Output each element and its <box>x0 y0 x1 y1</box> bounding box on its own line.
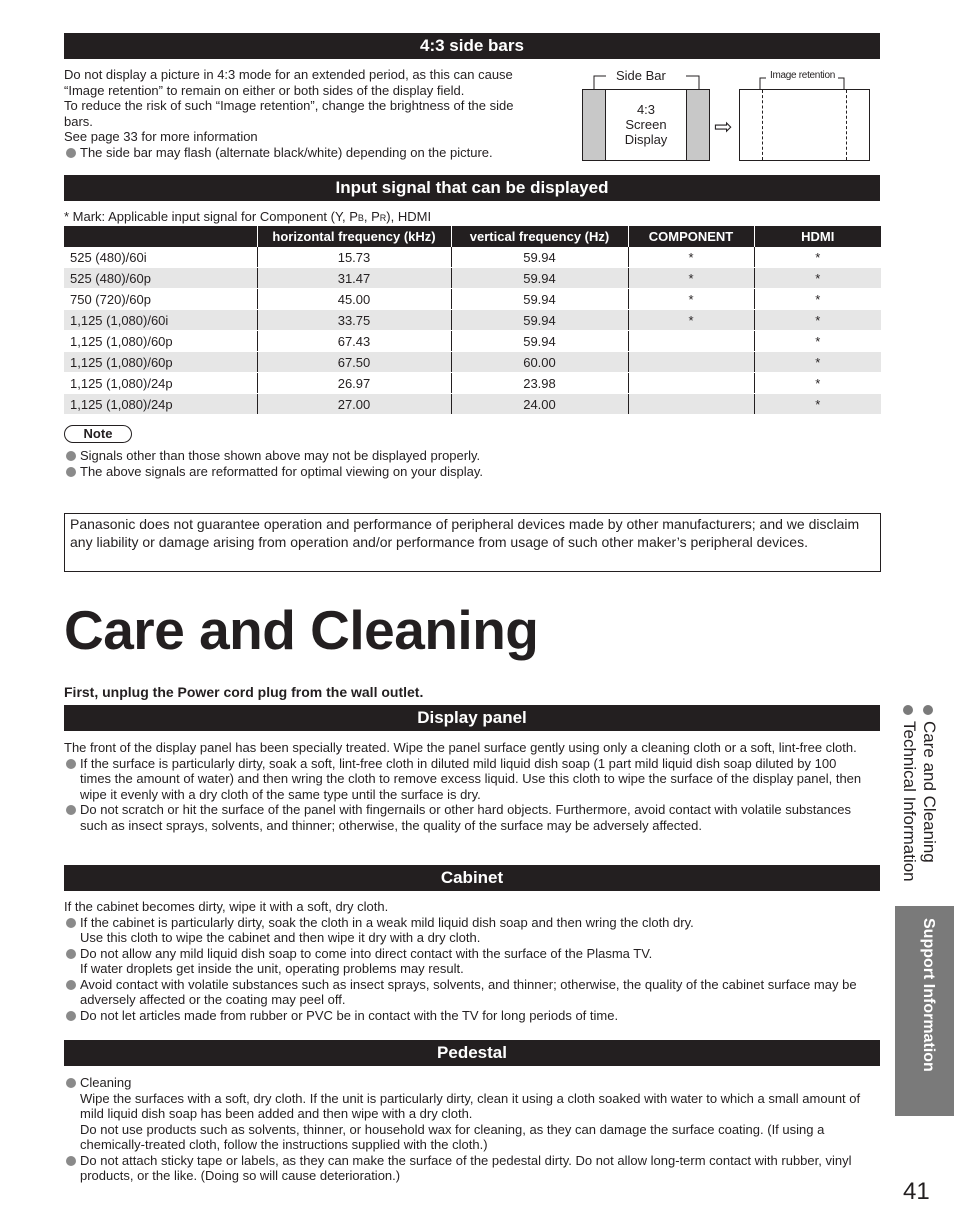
table-cell: 26.97 <box>257 373 451 394</box>
table-row <box>64 373 881 394</box>
side-bars-text <box>64 67 564 160</box>
table-cell: * <box>754 373 881 394</box>
disclaimer-box: Panasonic does not guarantee operation and performance of peripheral devices made by other manufacturers; and we disclaim any liability or damage arising from operation and/or performance from usage of such other maker’s peripheral devices. <box>64 513 881 572</box>
tv-screen-image-retention <box>739 89 870 161</box>
page-number: 41 <box>903 1178 930 1205</box>
mark-note: * Mark: Applicable input signal for Component (Y, PB, PR), HDMI <box>64 209 432 224</box>
table-cell: * <box>628 247 754 268</box>
table-cell: * <box>754 247 881 268</box>
table-cell: * <box>754 268 881 289</box>
unplug-instruction: First, unplug the Power cord plug from the wall outlet. <box>64 684 424 700</box>
screen-label: 4:3 Screen Display <box>624 102 668 147</box>
table-cell: 67.50 <box>257 352 451 373</box>
side-bars-para1b: “Image retention” to remain on either or both sides of the display field. <box>64 82 465 98</box>
table-cell: 59.94 <box>451 268 628 289</box>
sidebar-tab-support[interactable] <box>895 906 954 1116</box>
table-cell: 59.94 <box>451 310 628 331</box>
table-row <box>64 310 881 331</box>
cabinet-intro: If the cabinet becomes dirty, wipe it with a soft, dry cloth. <box>64 899 389 914</box>
note-item: Signals other than those shown above may not be displayed properly. <box>64 448 483 464</box>
table-cell: * <box>754 331 881 352</box>
cabinet-bullet: If the cabinet is particularly dirty, soak the cloth in a weak mild liquid dish soap and then wring the cloth dry. <box>64 915 884 931</box>
table-cell: 1,125 (1,080)/60i <box>64 310 257 331</box>
table-cell: 15.73 <box>257 247 451 268</box>
table-header <box>64 226 257 247</box>
input-signal-table <box>64 226 881 415</box>
pedestal-para: Do not use products such as solvents, thinner, or household wax for cleaning, as they can damage the surface coating. (If using a chemically-treated cloth, follow the instructions supplied with the cloth.) <box>80 1121 825 1152</box>
bullet-icon <box>923 705 933 715</box>
note-item: The above signals are reformatted for optimal viewing on your display. <box>64 464 483 480</box>
section-heading-display-panel: Display panel <box>64 705 880 731</box>
table-cell: 1,125 (1,080)/60p <box>64 331 257 352</box>
table-row <box>64 394 881 415</box>
table-cell: 59.94 <box>451 289 628 310</box>
display-panel-text <box>64 740 869 833</box>
table-cell: 525 (480)/60i <box>64 247 257 268</box>
section-heading-side-bars: 4:3 side bars <box>64 33 880 59</box>
display-panel-intro: The front of the display panel has been specially treated. Wipe the panel surface gently using only a cleaning cloth or a soft, lint-free cloth. <box>64 740 857 755</box>
sidebar-item-technical[interactable]: Technical Information <box>899 705 919 900</box>
table-cell: * <box>628 310 754 331</box>
section-heading-input-signal: Input signal that can be displayed <box>64 175 880 201</box>
table-cell: * <box>628 289 754 310</box>
arrow-right-icon: ⇨ <box>714 114 733 139</box>
table-header: COMPONENT <box>628 226 754 247</box>
side-bar-label: Side Bar <box>616 68 666 83</box>
table-cell: 31.47 <box>257 268 451 289</box>
table-row <box>64 247 881 268</box>
table-header-row <box>64 226 881 247</box>
table-cell: 45.00 <box>257 289 451 310</box>
table-cell: 60.00 <box>451 352 628 373</box>
side-bars-para2b: bars. <box>64 113 93 129</box>
sidebar-item-care-cleaning[interactable]: Care and Cleaning <box>919 705 939 900</box>
table-cell: 24.00 <box>451 394 628 415</box>
pedestal-text <box>64 1075 869 1184</box>
table-cell: 525 (480)/60p <box>64 268 257 289</box>
notes-list <box>64 448 483 479</box>
side-bars-bullet: The side bar may flash (alternate black/white) depending on the picture. <box>64 145 564 161</box>
display-panel-bullet: If the surface is particularly dirty, soak a soft, lint-free cloth in diluted mild liquid dish soap (1 part mild liquid dish soap diluted by 100 times the amount of water) and then wring the cloth to remove excess liquid. Use this cloth to wipe the surface of the display panel, then wipe it evenly with a dry cloth of the same type until the surface is dry. <box>64 756 869 803</box>
table-cell: 67.43 <box>257 331 451 352</box>
table-row <box>64 268 881 289</box>
retention-line-left <box>762 90 763 160</box>
table-row <box>64 331 881 352</box>
table-row <box>64 289 881 310</box>
table-cell: 1,125 (1,080)/24p <box>64 394 257 415</box>
image-retention-label: Image retention <box>770 70 835 81</box>
table-cell: 59.94 <box>451 331 628 352</box>
note-label: Note <box>64 425 132 443</box>
table-header: HDMI <box>754 226 881 247</box>
table-row <box>64 352 881 373</box>
pedestal-bullet: Cleaning <box>64 1075 869 1091</box>
table-cell: * <box>754 352 881 373</box>
page-title: Care and Cleaning <box>64 599 539 661</box>
table-cell: 33.75 <box>257 310 451 331</box>
cabinet-text <box>64 899 884 1023</box>
table-cell: * <box>628 268 754 289</box>
table-header: horizontal frequency (kHz) <box>257 226 451 247</box>
sidebar-tab-label: Support Information <box>920 918 937 1072</box>
cabinet-bullet-cont: If water droplets get inside the unit, operating problems may result. <box>80 961 464 976</box>
table-cell <box>628 394 754 415</box>
retention-line-right <box>846 90 847 160</box>
table-cell: 1,125 (1,080)/60p <box>64 352 257 373</box>
table-cell: * <box>754 289 881 310</box>
cabinet-bullet-cont: Use this cloth to wipe the cabinet and then wipe it dry with a dry cloth. <box>80 930 481 945</box>
right-side-bar <box>686 90 709 160</box>
table-header: vertical frequency (Hz) <box>451 226 628 247</box>
section-heading-cabinet: Cabinet <box>64 865 880 891</box>
table-cell: 1,125 (1,080)/24p <box>64 373 257 394</box>
pedestal-para: Wipe the surfaces with a soft, dry cloth. If the unit is particularly dirty, clean it using a cloth soaked with water to which a small amount of mild liquid dish soap has been added and then wipe with a dry cloth. <box>80 1090 861 1121</box>
pedestal-bullet: Do not attach sticky tape or labels, as they can make the surface of the pedestal dirty. Do not allow long-term contact with rubber, vinyl products, or the like. (Doing so will cause deterioration.) <box>64 1153 869 1184</box>
table-cell: 23.98 <box>451 373 628 394</box>
section-heading-pedestal: Pedestal <box>64 1040 880 1066</box>
table-cell: * <box>754 310 881 331</box>
display-panel-bullet: Do not scratch or hit the surface of the panel with fingernails or other hard objects. Furthermore, avoid contact with volatile substances such as insect sprays, solvents, and thinner; otherwise, the quality of the surface may be adversely affected. <box>64 802 869 833</box>
cabinet-bullet: Avoid contact with volatile substances such as insect sprays, solvents, and thinner; otherwise, the quality of the cabinet surface may be adversely affected or the coating may peel off. <box>64 977 884 1008</box>
table-cell: 59.94 <box>451 247 628 268</box>
side-bars-para1: Do not display a picture in 4:3 mode for an extended period, as this can cause <box>64 67 513 82</box>
cabinet-bullet: Do not allow any mild liquid dish soap to come into direct contact with the surface of the Plasma TV. <box>64 946 884 962</box>
tv-screen-side-bars <box>582 89 710 161</box>
side-bars-para3: See page 33 for more information <box>64 129 258 144</box>
cabinet-bullet: Do not let articles made from rubber or PVC be in contact with the TV for long periods of time. <box>64 1008 884 1024</box>
table-cell <box>628 373 754 394</box>
table-cell: 750 (720)/60p <box>64 289 257 310</box>
table-cell <box>628 352 754 373</box>
sidebar-section-index <box>895 705 939 900</box>
table-cell: 27.00 <box>257 394 451 415</box>
table-cell <box>628 331 754 352</box>
table-cell: * <box>754 394 881 415</box>
side-bars-para2: To reduce the risk of such “Image retention”, change the brightness of the side <box>64 98 514 113</box>
bullet-icon <box>903 705 913 715</box>
